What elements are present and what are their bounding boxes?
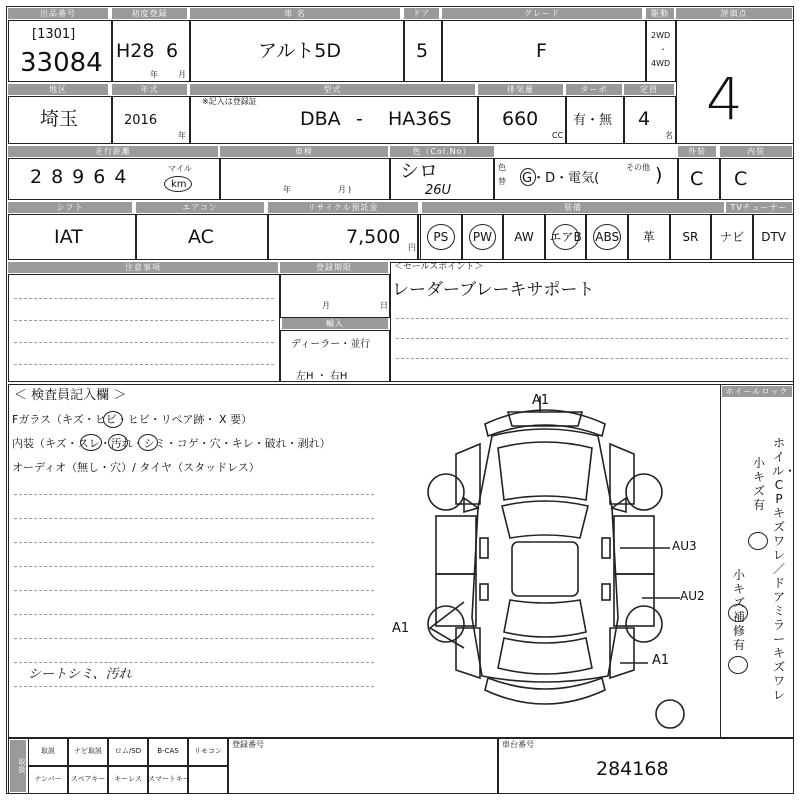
label-reg-number: 登録番号 xyxy=(232,740,264,749)
equipment-label: 革 xyxy=(642,230,655,244)
model-prefix: DBA xyxy=(300,108,341,130)
handle-side: 左H ・ 右H xyxy=(296,371,348,382)
equipment-label: DTV xyxy=(761,230,786,244)
equipment-label: AW xyxy=(514,230,534,244)
bottom-item-label: 取説 xyxy=(41,747,55,755)
reg-deadline-cell xyxy=(280,274,390,318)
label-displacement: 排気量 xyxy=(478,84,563,95)
model-code: HA36S xyxy=(388,108,452,130)
inspector-dash-line xyxy=(14,590,374,591)
label-shaken: 車検 xyxy=(220,146,388,157)
color-code: 26U xyxy=(425,183,452,198)
exterior-grade: C xyxy=(690,168,704,190)
reg-deadline-month: 月 xyxy=(322,301,330,310)
label-mileage: 走行距離 xyxy=(8,146,218,157)
bottom-item-label: スマートキー xyxy=(148,775,190,783)
recycle-fee: 7,500 xyxy=(346,226,401,248)
paint-options: G・D・電気( xyxy=(522,171,600,186)
shaken-cell xyxy=(220,158,390,200)
damage-au2: AU2 xyxy=(680,589,705,603)
model-note: ※記入は登録証 xyxy=(202,97,257,106)
equipment-label: SR xyxy=(682,230,699,244)
label-doors: ドア xyxy=(404,8,439,19)
label-model: 型式 xyxy=(190,84,475,95)
car-name: アルト5D xyxy=(258,40,341,62)
capacity-value: 4 xyxy=(638,108,651,130)
bottom-item-label: キーレス xyxy=(114,775,142,783)
reg-number-cell xyxy=(228,738,498,794)
inspector-dash-line xyxy=(14,542,374,543)
label-region: 地区 xyxy=(8,84,108,95)
label-drive: 駆動 xyxy=(646,8,674,19)
reg-era-year: H28 xyxy=(116,40,155,62)
equipment-circle xyxy=(469,224,497,250)
label-turbo: ターボ xyxy=(566,84,622,95)
label-lot-no: 出品番号 xyxy=(8,8,108,19)
reg-month: 6 xyxy=(166,40,179,62)
label-inspection-side: 取扱 xyxy=(10,740,26,792)
label-tv: TVチューナー xyxy=(726,202,792,213)
inspector-dash-line xyxy=(14,662,374,663)
label-color: 色（Col.No） xyxy=(390,146,494,157)
label-notes: 注意事項 xyxy=(8,262,278,273)
label-score: 評価点 xyxy=(676,8,792,19)
drive-2wd: 2WD xyxy=(651,31,671,40)
equipment-label: エアB xyxy=(549,230,582,244)
label-reg-deadline: 登録期限 xyxy=(280,262,388,273)
chassis-number: 284168 xyxy=(596,758,669,780)
inspector-dash-line xyxy=(14,686,374,687)
inspector-title: ＜ 検査員記入欄 ＞ xyxy=(14,388,127,403)
model-dash: - xyxy=(356,108,363,130)
model-year-unit: 年 xyxy=(178,131,186,140)
label-exterior: 外装 xyxy=(678,146,716,157)
label-chassis: 車台番号 xyxy=(502,740,534,749)
shaken-month-unit: 月 xyxy=(338,185,346,194)
capacity-unit: 名 xyxy=(665,131,673,140)
interior-mark-circle-3 xyxy=(138,434,158,451)
bottom-item-label: ロム/SD xyxy=(114,747,142,755)
label-aircon: エアコン xyxy=(136,202,264,213)
paint-g-circle xyxy=(520,168,536,186)
equipment-circle xyxy=(593,224,621,250)
car-damage-diagram xyxy=(380,388,720,734)
sales-point-text: レーダーブレーキサポート xyxy=(392,280,595,300)
bottom-item-label: ナビ取説 xyxy=(74,747,102,755)
turbo-options: 有・無 xyxy=(573,113,613,128)
inspector-handwritten: シートシミ、汚れ xyxy=(28,667,132,682)
color-value: シロ xyxy=(400,160,439,182)
inspector-dash-line xyxy=(14,494,374,495)
inspector-line-1: Fガラス（キズ・ヒビ・ヒビ・リペア跡・ X 要） xyxy=(12,413,253,426)
shaken-year-unit: 年 xyxy=(283,185,291,194)
legend-circle-1 xyxy=(748,532,768,550)
equipment-label: PS xyxy=(433,230,449,244)
label-capacity: 定員 xyxy=(624,84,674,95)
bottom-item-label: リモコン xyxy=(194,747,222,755)
label-shift: シフト xyxy=(8,202,132,213)
drive-4wd: 4WD xyxy=(651,59,671,68)
score-value: 4 xyxy=(706,65,743,133)
region-value: 埼玉 xyxy=(40,108,79,130)
lot-code: [1301] xyxy=(32,27,76,42)
aircon-value: AC xyxy=(188,226,214,248)
equipment-label: ナビ xyxy=(719,230,744,244)
interior-mark-circle-2 xyxy=(108,434,128,451)
inspector-dash-line xyxy=(14,614,374,615)
damage-legend-1: ホイル・CPキズワレ／ドアミラーキズワレ xyxy=(772,436,797,702)
label-car-name: 車 名 xyxy=(190,8,400,19)
shaken-paren: ) xyxy=(348,185,352,194)
recycle-unit: 円 xyxy=(408,243,416,252)
import-dealer: ディーラー・並行 xyxy=(291,339,371,350)
drive-dot: ・ xyxy=(659,45,667,54)
mileage-digits: 28964 xyxy=(30,166,136,188)
inspector-line-2: 内装（キズ・スレ・汚れ・シミ・コゲ・穴・キレ・破れ・剥れ） xyxy=(12,437,331,450)
label-color-change-1: 色 xyxy=(498,163,506,172)
inspector-dash-line xyxy=(14,518,374,519)
label-interior: 内装 xyxy=(720,146,792,157)
mileage-km: km xyxy=(171,179,187,190)
label-model-year: 年式 xyxy=(112,84,187,95)
lot-number: 33084 xyxy=(20,48,103,78)
bottom-item-label: ナンバー xyxy=(34,775,62,783)
label-wheel-lock: ホイールロック xyxy=(722,386,792,397)
notes-box xyxy=(8,274,280,382)
inspector-dash-line xyxy=(14,566,374,567)
sales-point-label: ＜セールスポイント＞ xyxy=(394,262,484,272)
interior-cell xyxy=(720,158,794,200)
label-equipment: 装備 xyxy=(422,202,724,213)
label-recycle: リサイクル預託金 xyxy=(268,202,418,213)
damage-a1-left: A1 xyxy=(392,621,410,636)
crack-circle xyxy=(103,411,123,428)
reg-month-unit: 月 xyxy=(178,70,186,79)
reg-deadline-day: 日 xyxy=(380,301,388,310)
interior-grade: C xyxy=(734,168,748,190)
displacement-value: 660 xyxy=(502,108,539,130)
inspector-dash-line xyxy=(14,638,374,639)
label-color-change-2: 替 xyxy=(498,177,506,186)
grade-value: F xyxy=(536,40,547,62)
equipment-label: PW xyxy=(472,230,492,244)
paint-other: その他 xyxy=(626,163,650,172)
damage-au3: AU3 xyxy=(672,539,697,553)
model-year-value: 2016 xyxy=(124,113,158,128)
displacement-unit: CC xyxy=(552,131,564,140)
equipment-label: ABS xyxy=(595,230,620,244)
label-first-reg: 初度登録 xyxy=(112,8,187,19)
bottom-item-label: スペアキー xyxy=(70,775,106,783)
doors-value: 5 xyxy=(416,40,429,62)
shift-value: IAT xyxy=(54,226,83,248)
paint-paren-close: ) xyxy=(655,164,663,186)
reg-year-unit: 年 xyxy=(150,70,158,79)
label-import: 輸入 xyxy=(282,318,388,329)
damage-legend-3: 小キズ補修有 xyxy=(732,568,745,652)
equipment-circle xyxy=(427,224,455,250)
bottom-item-label: B-CAS xyxy=(157,747,179,755)
damage-legend-2: 小キズ有 xyxy=(752,456,765,512)
bottom-cell xyxy=(188,766,228,794)
inspector-line-3: オーディオ（無し・穴）/ タイヤ（スタッドレス） xyxy=(12,461,260,474)
legend-circle-2 xyxy=(728,604,748,622)
mileage-mile: マイル xyxy=(168,164,192,173)
damage-a1-rear: A1 xyxy=(652,653,670,668)
damage-a1-front: A1 xyxy=(532,393,550,408)
interior-mark-circle-1 xyxy=(80,434,102,451)
legend-circle-3 xyxy=(728,656,748,674)
label-grade: グレード xyxy=(442,8,642,19)
